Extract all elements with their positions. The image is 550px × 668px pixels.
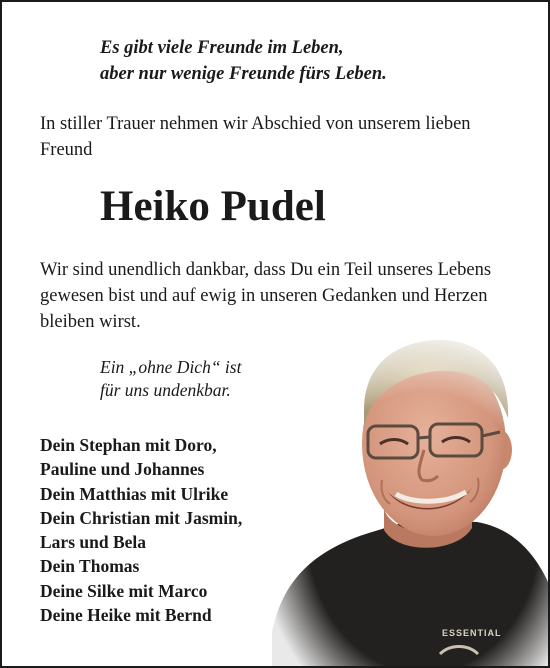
signer-line: Dein Thomas (40, 556, 140, 577)
motto (100, 35, 520, 87)
intro-text: In stiller Trauer nehmen wir Abschied von unserem lieben Freund (40, 114, 471, 160)
signer-line: Dein Stephan mit Doro, (40, 435, 217, 455)
thanks-text: Wir sind unendlich dankbar, dass Du ein Teil unseres Lebens gewesen bist und auf ewig in unseren Gedanken und Herzen bleiben wirst. (40, 260, 492, 332)
deceased-name: Heiko Pudel (100, 183, 326, 230)
signer-line: Dein Matthias mit Ulrike (40, 483, 229, 504)
signer-line: Pauline und Johannes (40, 459, 205, 480)
signer-line: Deine Heike mit Bernd (40, 605, 212, 626)
quote-line: für uns undenkbar. (100, 380, 231, 400)
portrait-photo (272, 332, 548, 666)
motto-line: aber nur wenige Freunde fürs Leben. (100, 64, 387, 84)
portrait-illustration (272, 332, 548, 666)
signer-line: Deine Silke mit Marco (40, 580, 208, 601)
quote-line: Ein „ohne Dich“ ist (100, 357, 242, 377)
motto-line: Es gibt viele Freunde im Leben, (100, 38, 344, 58)
signer-line: Lars und Bela (40, 532, 146, 553)
signers-list (40, 433, 300, 627)
signer-line: Dein Christian mit Jasmin, (40, 507, 243, 528)
